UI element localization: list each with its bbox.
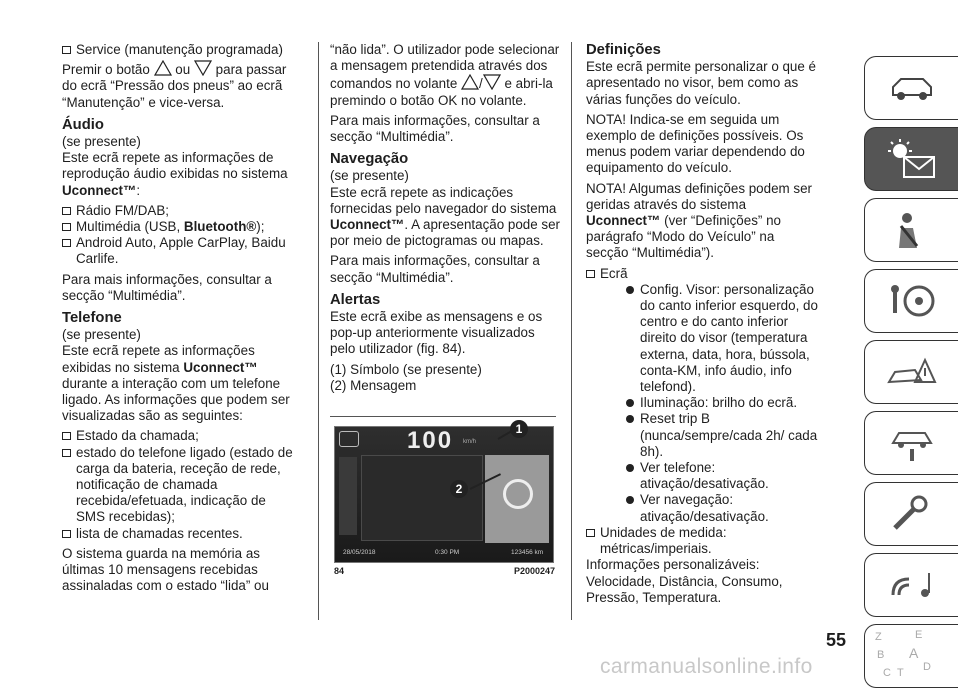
section-heading: Áudio bbox=[62, 116, 104, 133]
dot-item: Ver telefone: ativação/desativação. bbox=[586, 460, 818, 492]
paragraph: Este ecrã repete as informações exibidas no sistema Uconnect™ durante a interação com um telefone ligado. As informações que podem ser visualizadas são as seguintes: bbox=[62, 343, 290, 424]
triangle-down-icon bbox=[194, 60, 212, 76]
list-item: Ecrã bbox=[586, 266, 818, 282]
dot-item: Reset trip B (nunca/sempre/cada 2h/ cada 8h). bbox=[586, 411, 818, 460]
subtitle: (se presente) bbox=[330, 168, 409, 184]
satellite-music-icon bbox=[885, 565, 939, 605]
status-time: 0:30 PM bbox=[435, 549, 460, 556]
square-bullet-icon bbox=[62, 432, 71, 440]
round-bullet-icon bbox=[626, 464, 634, 472]
center-panel bbox=[361, 455, 483, 541]
square-bullet-icon bbox=[62, 449, 71, 457]
list-item: lista de chamadas recentes. bbox=[62, 526, 298, 542]
triangle-down-icon bbox=[483, 74, 501, 90]
round-bullet-icon bbox=[626, 415, 634, 423]
section-heading: Navegação bbox=[330, 151, 409, 168]
tab-index[interactable]: Z E B A C T D bbox=[864, 624, 958, 688]
legend-item: (2) Mensagem bbox=[330, 377, 417, 393]
tab-car[interactable] bbox=[864, 56, 958, 120]
warning-light-envelope-icon bbox=[882, 137, 942, 181]
paragraph: O sistema guarda na memória as últimas 10 mensagens recebidas assinaladas com o estado “lida” ou bbox=[62, 545, 269, 594]
triangle-up-icon bbox=[461, 74, 479, 90]
paragraph: Informações personalizáveis: Velocidade, Distância, Consumo, Pressão, Temperatura. bbox=[586, 557, 783, 605]
callout-2: 2 bbox=[450, 480, 468, 498]
list-item: Android Auto, Apple CarPlay, Baidu Carlife. bbox=[62, 235, 298, 267]
car-lift-icon bbox=[885, 423, 939, 463]
section-heading: Telefone bbox=[62, 310, 122, 327]
paragraph: comandos no volante / e abri-la premindo o botão OK no volante. bbox=[330, 76, 553, 108]
paragraph: Para mais informações, consultar a secção “Multimédia”. bbox=[330, 253, 540, 285]
list-item: Unidades de medida: métricas/imperiais. bbox=[586, 525, 818, 557]
tab-multimedia[interactable] bbox=[864, 553, 958, 617]
column-1 bbox=[62, 42, 298, 599]
square-bullet-icon bbox=[62, 223, 71, 231]
message-panel bbox=[485, 455, 549, 543]
subtitle: (se presente) bbox=[62, 327, 141, 343]
column-divider bbox=[571, 42, 572, 620]
figure-code: P2000247 bbox=[514, 566, 556, 576]
paragraph: Este ecrã repete as informações de reprodução áudio exibidas no sistema Uconnect™: bbox=[62, 150, 288, 198]
list-item: Estado da chamada; bbox=[62, 428, 298, 444]
steering-wheel-icon bbox=[503, 479, 533, 509]
triangle-up-icon bbox=[154, 60, 172, 76]
square-bullet-icon bbox=[62, 530, 71, 538]
display-screen bbox=[334, 426, 554, 563]
menu-side-list bbox=[339, 457, 357, 535]
list-item: Service (manutenção programada) bbox=[62, 42, 298, 58]
paragraph: Este ecrã exibe as mensagens e os pop-up anteriormente visualizados pelo utilizador (fig. 84). bbox=[330, 309, 543, 357]
paragraph: “não lida”. O utilizador pode selecionar a mensagem pretendida através dos bbox=[330, 42, 560, 74]
square-bullet-icon bbox=[586, 270, 595, 278]
status-odometer: 123456 km bbox=[511, 549, 544, 556]
paragraph: Para mais informações, consultar a secção “Multimédia”. bbox=[330, 112, 540, 145]
paragraph: NOTA! Indica-se em seguida um exemplo de definições possíveis. Os menus podem variar dependendo do equipamento do veículo. bbox=[586, 111, 805, 176]
tab-driving[interactable] bbox=[864, 269, 958, 333]
column-divider bbox=[318, 42, 319, 620]
list-item: estado do telefone ligado (estado de carga da bateria, receção de rede, notificação de chamada recebida/efetuada, indicação de SMS recebidas); bbox=[62, 445, 298, 526]
section-heading: Definições bbox=[586, 42, 661, 58]
watermark: carmanualsonline.info bbox=[600, 655, 813, 678]
section-heading: Alertas bbox=[330, 291, 381, 308]
dot-item: Iluminação: brilho do ecrã. bbox=[586, 395, 818, 411]
crash-warning-icon bbox=[885, 352, 939, 392]
tab-technical[interactable] bbox=[864, 482, 958, 546]
callout-1: 1 bbox=[510, 420, 528, 438]
status-date: 28/05/2018 bbox=[343, 549, 376, 556]
page-number: 55 bbox=[826, 630, 847, 650]
round-bullet-icon bbox=[626, 399, 634, 407]
speed-unit: km/h bbox=[463, 439, 477, 445]
dot-item: Config. Visor: personalização do canto inferior esquerdo, do centro e do canto inferior direito do visor (temperatura externa, data, hora, bússola, conta-KM, info áudio, info telefond). bbox=[586, 282, 818, 395]
paragraph: Para mais informações, consultar a secção “Multimédia”. bbox=[62, 271, 272, 303]
paragraph: Este ecrã repete as indicações fornecidas pelo navegador do sistema Uconnect™. A apresentação pode ser por meio de pictogramas ou mapas. bbox=[330, 184, 560, 249]
tab-dashboard-active[interactable] bbox=[864, 127, 958, 191]
figure-top-rule bbox=[330, 416, 556, 417]
round-bullet-icon bbox=[626, 496, 634, 504]
wrench-icon bbox=[885, 494, 939, 534]
tab-emergency[interactable] bbox=[864, 340, 958, 404]
tab-safety[interactable] bbox=[864, 198, 958, 262]
square-bullet-icon bbox=[62, 239, 71, 247]
round-bullet-icon bbox=[626, 286, 634, 294]
list-item: Rádio FM/DAB; bbox=[62, 203, 298, 219]
column-2 bbox=[330, 42, 562, 394]
car-warning-icon bbox=[339, 431, 359, 447]
speed-value: 100 bbox=[407, 427, 454, 454]
dot-item: Ver navegação: ativação/desativação. bbox=[586, 492, 818, 524]
paragraph: Este ecrã permite personalizar o que é apresentado no visor, bem como as várias funções do veículo. bbox=[586, 59, 816, 107]
car-icon bbox=[887, 73, 937, 103]
seatbelt-person-icon bbox=[887, 210, 937, 250]
paragraph: NOTA! Algumas definições podem ser geridas através do sistema Uconnect™ (ver “Definições” no parágrafo “Modo do Veículo” na secção “Multimédia”). bbox=[586, 180, 813, 261]
chapter-tabs bbox=[864, 56, 960, 695]
legend-item: (1) Símbolo (se presente) bbox=[330, 361, 482, 377]
figure-number: 84 bbox=[334, 566, 345, 576]
square-bullet-icon bbox=[586, 529, 595, 537]
column-3 bbox=[586, 42, 818, 610]
square-bullet-icon bbox=[62, 207, 71, 215]
tab-maintenance[interactable] bbox=[864, 411, 958, 475]
steering-key-icon bbox=[885, 281, 939, 321]
figure-84 bbox=[330, 416, 558, 586]
square-bullet-icon bbox=[62, 46, 71, 54]
list-item: Multimédia (USB, Bluetooth®); bbox=[62, 219, 298, 235]
paragraph: Premir o botão ou para passar do ecrã “Pressão dos pneus” ao ecrã “Manutenção” e vice-versa. bbox=[62, 62, 287, 110]
subtitle: (se presente) bbox=[62, 134, 141, 150]
